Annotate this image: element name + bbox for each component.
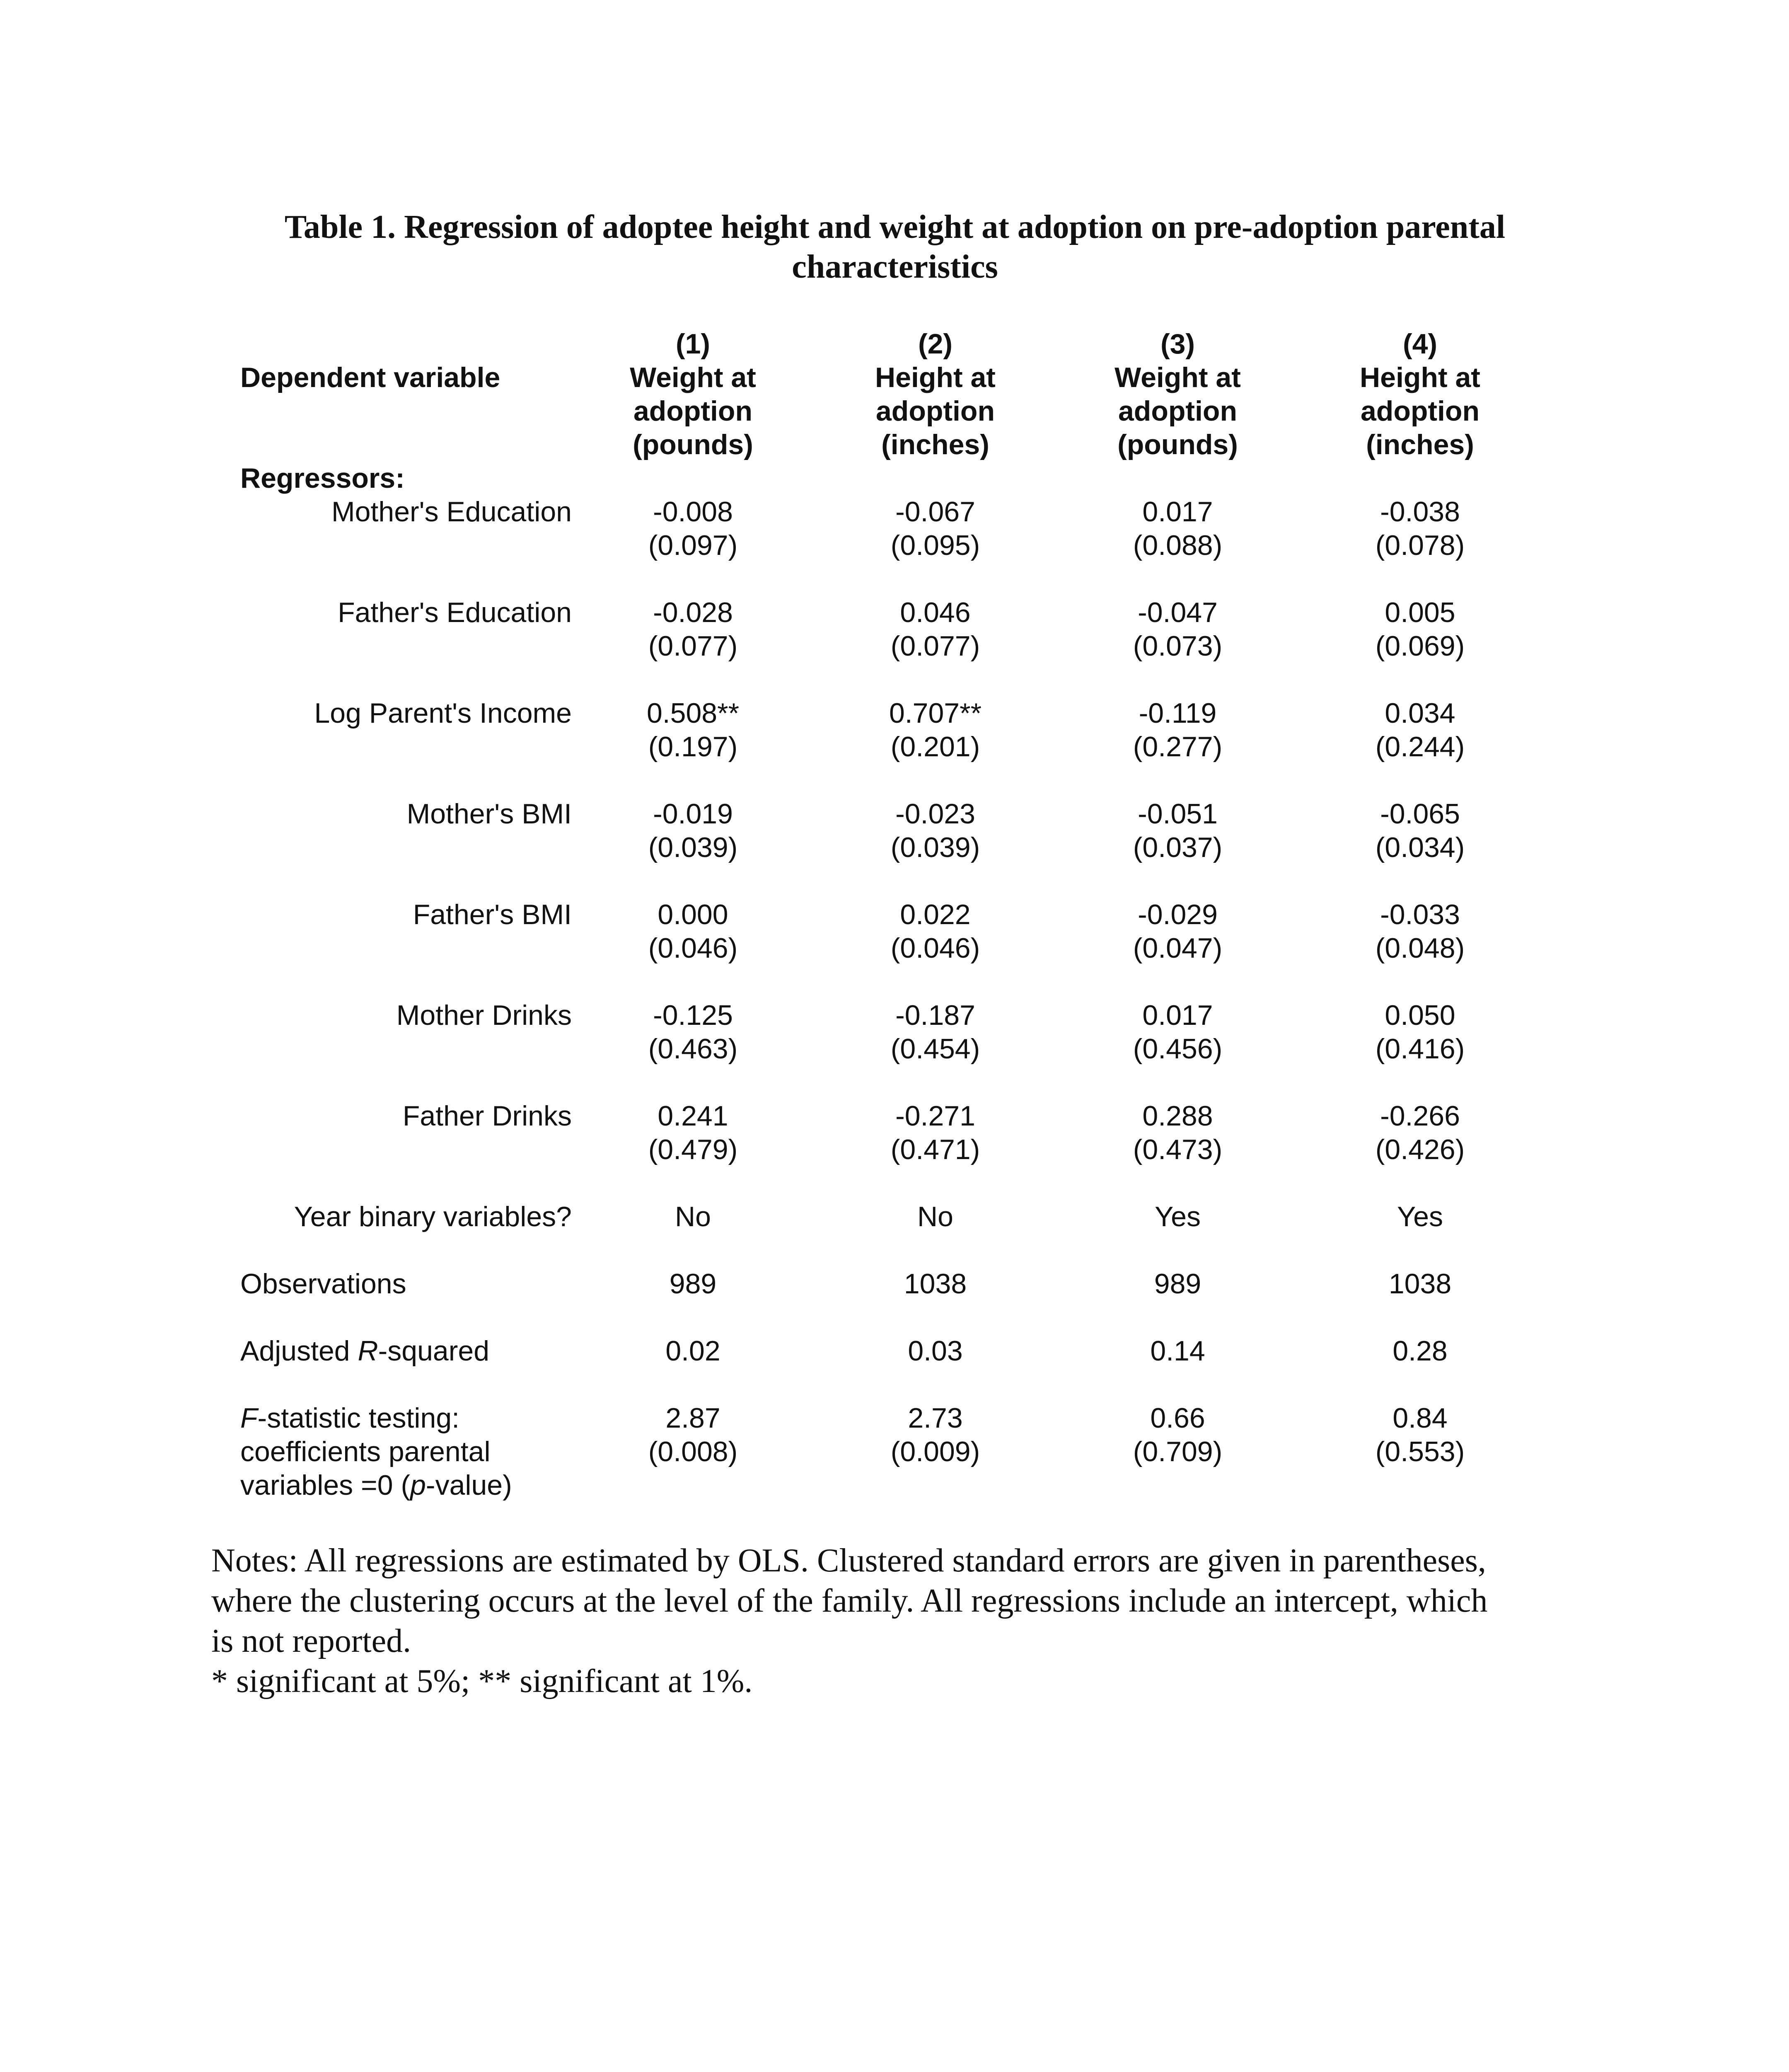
pvalue-cell: (0.553) (1375, 1436, 1465, 1467)
value-cell: 1038 (904, 1268, 967, 1300)
coef-cell: -0.125 (653, 1000, 733, 1031)
coef-cell: -0.028 (653, 597, 733, 628)
row-label: Adjusted R-squared (240, 1335, 490, 1367)
coef-cell: -0.119 (1139, 697, 1217, 729)
col-number: (2) (918, 328, 953, 360)
se-cell: (0.095) (890, 530, 980, 561)
table-row-se (240, 932, 1541, 965)
header-row-numbers (240, 327, 1541, 361)
row-label: Log Parent's Income (314, 697, 572, 729)
col-header: (pounds) (633, 429, 753, 460)
row-label: Year binary variables? (294, 1201, 572, 1232)
table-title-line-2: characteristics (792, 249, 998, 285)
coef-cell: 0.508** (646, 697, 740, 729)
f-statistic-row-2 (240, 1435, 1541, 1469)
coef-cell: -0.038 (1380, 496, 1460, 528)
table-row (240, 898, 1541, 932)
col-header: adoption (1360, 395, 1480, 427)
se-cell: (0.416) (1375, 1033, 1465, 1065)
se-cell: (0.048) (1375, 932, 1465, 964)
value-cell: No (675, 1201, 711, 1232)
coef-cell: -0.047 (1138, 597, 1218, 628)
coef-cell: -0.033 (1380, 899, 1460, 930)
table-row (240, 1099, 1541, 1133)
pvalue-cell: (0.009) (890, 1436, 980, 1467)
row-label: coefficients parental (240, 1436, 491, 1467)
table-row-se (240, 831, 1541, 864)
table-title-line-1: Table 1. Regression of adoptee height and weight at adoption on pre-adoption parental (284, 209, 1506, 245)
se-cell: (0.456) (1133, 1033, 1223, 1065)
value-cell: 2.73 (908, 1402, 963, 1434)
value-cell: 0.28 (1393, 1335, 1448, 1367)
year-binary-row (240, 1200, 1541, 1234)
dependent-variable-label: Dependent variable (240, 362, 500, 393)
table-row-se (240, 1133, 1541, 1167)
value-cell: Yes (1155, 1201, 1201, 1232)
coef-cell: -0.266 (1380, 1100, 1460, 1132)
adjusted-r-squared-row (240, 1334, 1541, 1368)
value-cell: No (917, 1201, 953, 1232)
row-label: Mother's Education (331, 496, 572, 528)
col-number: (3) (1160, 328, 1195, 360)
row-label: variables =0 (p-value) (240, 1469, 512, 1501)
value-cell: 0.66 (1150, 1402, 1205, 1434)
table-title (207, 207, 1583, 287)
table-row (240, 999, 1541, 1032)
se-cell: (0.454) (890, 1033, 980, 1065)
se-cell: (0.463) (648, 1033, 738, 1065)
coef-cell: 0.005 (1385, 597, 1455, 628)
table-row-se (240, 529, 1541, 562)
coef-cell: 0.707** (889, 697, 982, 729)
row-label: F-statistic testing: (240, 1402, 460, 1434)
se-cell: (0.069) (1375, 630, 1465, 662)
header-row-2 (240, 395, 1541, 428)
coef-cell: 0.034 (1385, 697, 1455, 729)
value-cell: 989 (1154, 1268, 1202, 1300)
coef-cell: -0.008 (653, 496, 733, 528)
table-row-se (240, 730, 1541, 764)
table-row (240, 797, 1541, 831)
regression-table (240, 327, 1541, 1502)
se-cell: (0.037) (1133, 832, 1223, 863)
row-label: Observations (240, 1268, 406, 1300)
se-cell: (0.471) (890, 1134, 980, 1165)
col-header: adoption (1118, 395, 1238, 427)
se-cell: (0.073) (1133, 630, 1223, 662)
row-label: Mother Drinks (396, 1000, 572, 1031)
se-cell: (0.047) (1133, 932, 1223, 964)
table-notes (211, 1541, 1591, 1702)
table-row (240, 697, 1541, 730)
col-header: Weight at (1114, 362, 1241, 393)
significance-note: * significant at 5%; ** significant at 1%. (211, 1663, 753, 1699)
regressors-row (240, 462, 1541, 495)
notes-line: is not reported. (211, 1623, 411, 1659)
pvalue-cell: (0.709) (1133, 1436, 1223, 1467)
coef-cell: -0.023 (895, 798, 975, 830)
se-cell: (0.046) (890, 932, 980, 964)
coef-cell: 0.022 (900, 899, 971, 930)
se-cell: (0.479) (648, 1134, 738, 1165)
f-statistic-row-3 (240, 1469, 1541, 1502)
coef-cell: -0.271 (895, 1100, 975, 1132)
col-header: adoption (875, 395, 995, 427)
value-cell: 989 (669, 1268, 717, 1300)
observations-row (240, 1267, 1541, 1301)
coef-cell: 0.017 (1142, 1000, 1213, 1031)
col-header: Weight at (630, 362, 756, 393)
se-cell: (0.046) (648, 932, 738, 964)
col-header: adoption (633, 395, 753, 427)
pvalue-cell: (0.008) (648, 1436, 738, 1467)
col-header: Height at (1360, 362, 1480, 393)
header-row-3 (240, 428, 1541, 462)
se-cell: (0.039) (890, 832, 980, 863)
col-header: (pounds) (1117, 429, 1238, 460)
table-row-se (240, 629, 1541, 663)
col-number: (1) (675, 328, 711, 360)
col-number: (4) (1402, 328, 1438, 360)
coef-cell: -0.187 (895, 1000, 975, 1031)
se-cell: (0.078) (1375, 530, 1465, 561)
value-cell: 0.02 (665, 1335, 720, 1367)
se-cell: (0.039) (648, 832, 738, 863)
row-label: Father's BMI (413, 899, 572, 930)
se-cell: (0.197) (648, 731, 738, 762)
value-cell: 0.84 (1393, 1402, 1448, 1434)
coef-cell: -0.019 (653, 798, 733, 830)
coef-cell: 0.050 (1385, 1000, 1455, 1031)
coef-cell: 0.017 (1142, 496, 1213, 528)
value-cell: 0.14 (1150, 1335, 1205, 1367)
coef-cell: -0.065 (1380, 798, 1460, 830)
value-cell: Yes (1397, 1201, 1443, 1232)
row-label: Father Drinks (402, 1100, 572, 1132)
notes-line: Notes: All regressions are estimated by OLS. Clustered standard errors are given in parentheses, (211, 1542, 1486, 1579)
coef-cell: -0.067 (895, 496, 975, 528)
coef-cell: 0.241 (658, 1100, 728, 1132)
se-cell: (0.088) (1133, 530, 1223, 561)
se-cell: (0.097) (648, 530, 738, 561)
se-cell: (0.077) (890, 630, 980, 662)
row-label: Mother's BMI (406, 798, 572, 830)
se-cell: (0.277) (1133, 731, 1223, 762)
f-statistic-row (240, 1402, 1541, 1435)
coef-cell: -0.029 (1138, 899, 1218, 930)
table-row (240, 495, 1541, 529)
se-cell: (0.244) (1375, 731, 1465, 762)
table-row-se (240, 1032, 1541, 1066)
col-header: Height at (875, 362, 996, 393)
coef-cell: 0.046 (900, 597, 971, 628)
se-cell: (0.473) (1133, 1134, 1223, 1165)
coef-cell: -0.051 (1138, 798, 1218, 830)
value-cell: 1038 (1388, 1268, 1452, 1300)
row-label: Father's Education (338, 597, 572, 628)
coef-cell: 0.288 (1142, 1100, 1213, 1132)
regressors-label: Regressors: (240, 462, 405, 494)
se-cell: (0.077) (648, 630, 738, 662)
se-cell: (0.426) (1375, 1134, 1465, 1165)
se-cell: (0.201) (890, 731, 980, 762)
value-cell: 0.03 (908, 1335, 963, 1367)
notes-line: where the clustering occurs at the level of the family. All regressions include an intercept, which (211, 1583, 1488, 1619)
table-row (240, 596, 1541, 629)
col-header: (inches) (1366, 429, 1474, 460)
col-header: (inches) (881, 429, 989, 460)
value-cell: 2.87 (665, 1402, 720, 1434)
coef-cell: 0.000 (658, 899, 728, 930)
header-row-1 (240, 361, 1541, 395)
se-cell: (0.034) (1375, 832, 1465, 863)
